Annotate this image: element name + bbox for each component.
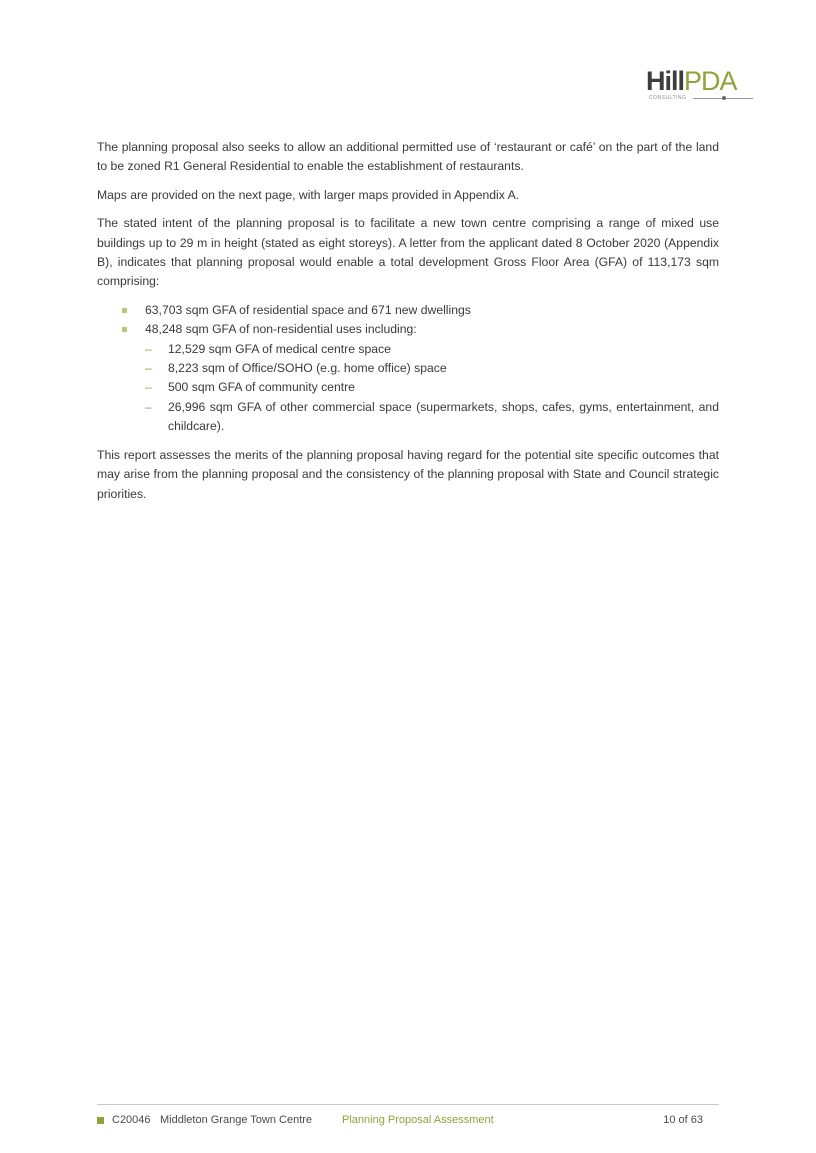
logo-dot <box>722 96 726 100</box>
list-item <box>97 301 719 320</box>
footer-project-code: C20046 <box>112 1114 151 1126</box>
logo-wordmark <box>646 66 737 96</box>
sublist-text: 8,223 sqm of Office/SOHO (e.g. home office) space <box>168 361 447 376</box>
list-item <box>97 320 719 339</box>
page-footer <box>97 1114 703 1130</box>
sublist-item <box>97 340 719 359</box>
bullet-square-icon <box>122 327 127 332</box>
bullet-text: 63,703 sqm GFA of residential space and 671 new dwellings <box>145 302 471 317</box>
footer-project-title: Middleton Grange Town Centre <box>160 1114 313 1126</box>
sublist-text: 26,996 sqm GFA of other commercial space (supermarkets, shops, cafes, gyms, entertainment, and childcare). <box>168 399 719 434</box>
hillpda-logo <box>646 66 758 104</box>
logo-pda: PDA <box>684 66 737 96</box>
paragraph-restaurant-use: The planning proposal also seeks to allow an additional permitted use of ‘restaurant or café’ on the part of the land to be zoned R1 General Residential to enable the establishment of restaurants. <box>97 140 719 174</box>
sublist-text: 12,529 sqm GFA of medical centre space <box>168 341 391 356</box>
dash-icon: – <box>145 361 152 376</box>
gfa-bullet-list <box>97 301 719 437</box>
dash-icon: – <box>145 341 152 356</box>
dash-icon: – <box>145 380 152 395</box>
dash-icon: – <box>145 399 152 414</box>
footer-document-title: Planning Proposal Assessment <box>342 1114 494 1126</box>
sublist-text: 500 sqm GFA of community centre <box>168 380 355 395</box>
footer-square-icon <box>97 1117 104 1124</box>
logo-consulting: CONSULTING <box>649 95 687 101</box>
sublist-container <box>97 340 719 437</box>
sublist-item <box>97 359 719 378</box>
logo-hill: Hill <box>646 66 685 96</box>
bullet-text: 48,248 sqm GFA of non-residential uses including: <box>145 322 417 337</box>
paragraph-stated-intent: The stated intent of the planning proposal is to facilitate a new town centre comprising a range of mixed use buildings up to 29 m in height (stated as eight storeys). A letter from the applicant dated 8 October 2020 (Appendix B), indicates that planning proposal would enable a total development Gross Floor Area (GFA) of 113,173 sqm comprising: <box>97 216 719 289</box>
non-residential-sublist <box>97 340 719 437</box>
sublist-item <box>97 398 719 437</box>
footer-divider <box>97 1104 719 1105</box>
sublist-item <box>97 378 719 397</box>
footer-page-number: 10 of 63 <box>663 1114 703 1126</box>
paragraph-maps: Maps are provided on the next page, with larger maps provided in Appendix A. <box>97 187 520 202</box>
paragraph-report-assessment: This report assesses the merits of the planning proposal having regard for the potential site specific outcomes that may arise from the planning proposal and the consistency of the planning proposal with State and Council strategic priorities. <box>97 447 719 501</box>
bullet-square-icon <box>122 308 127 313</box>
document-body <box>97 138 719 513</box>
